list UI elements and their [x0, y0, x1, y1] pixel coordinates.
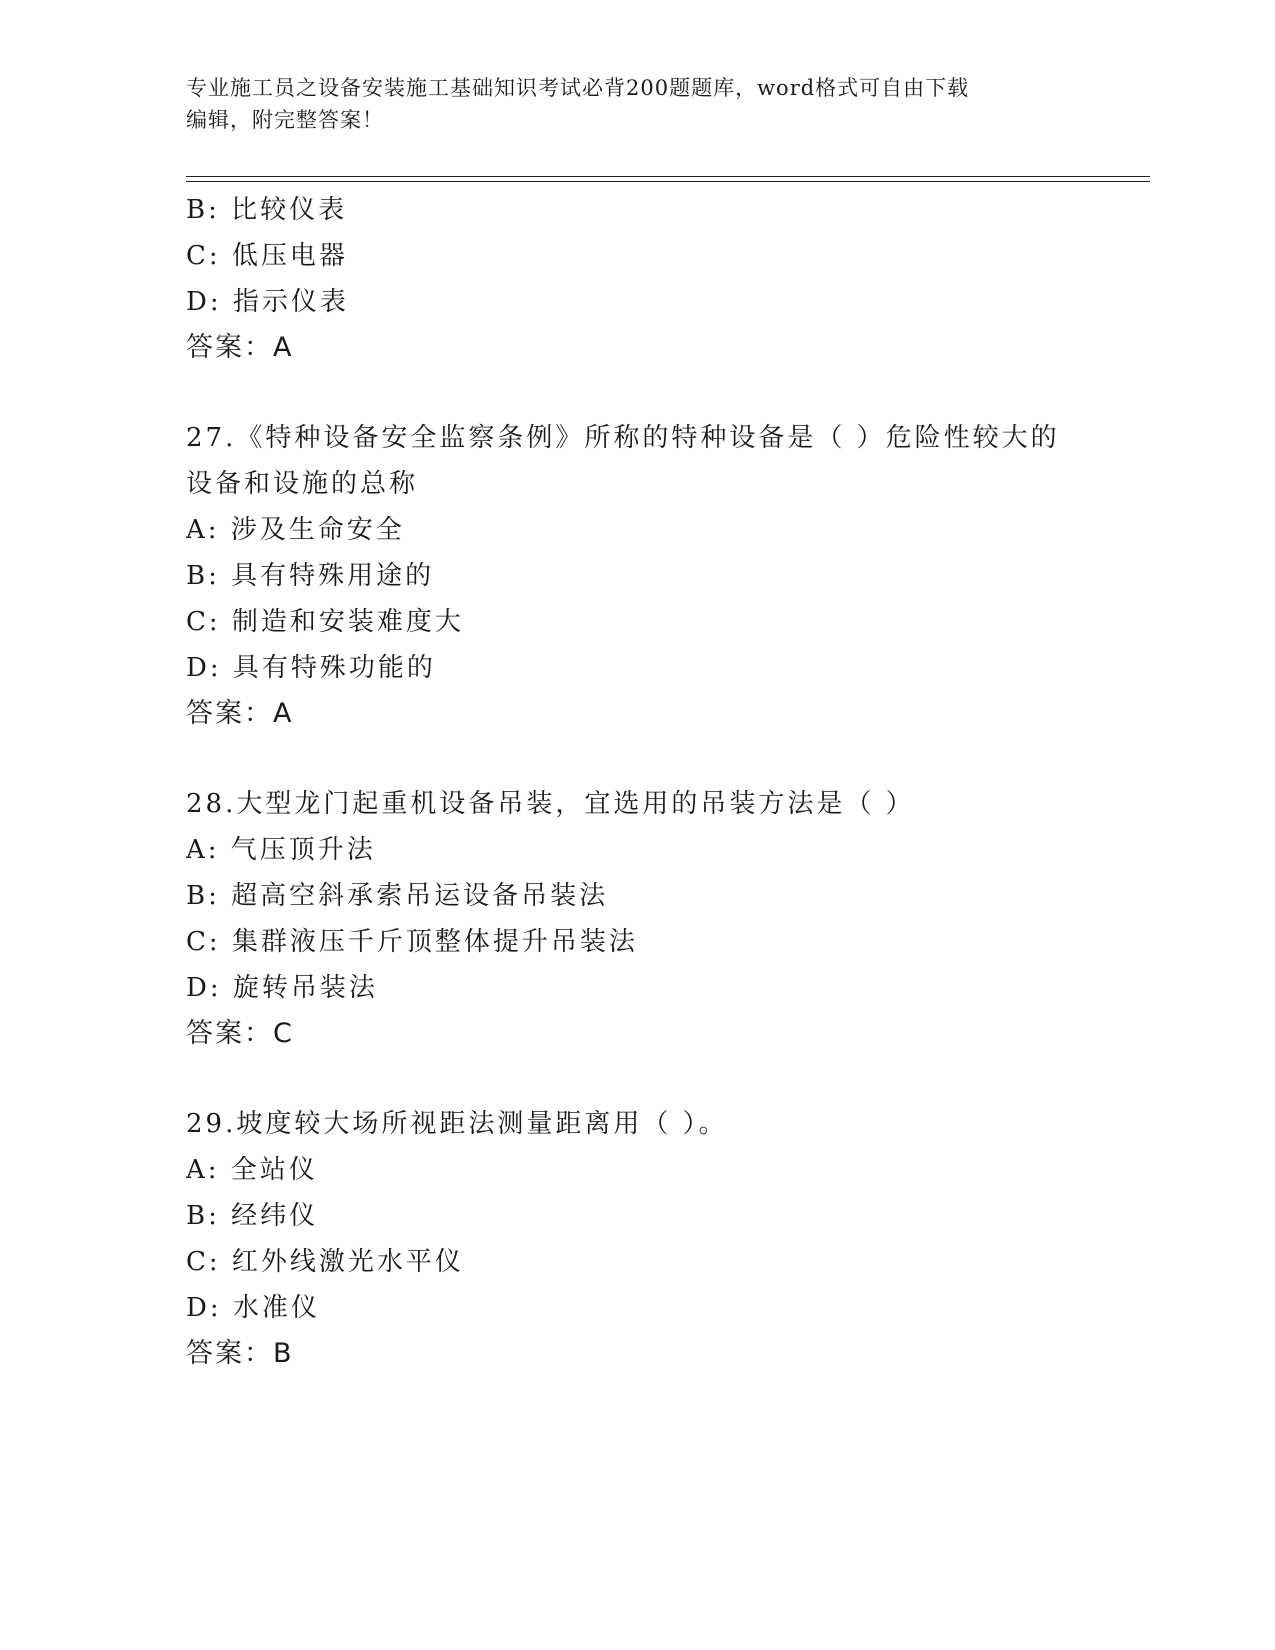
- question-29: [186, 1101, 1146, 1377]
- option-c: C: 集群液压千斤顶整体提升吊装法: [186, 927, 638, 957]
- answer-line: 答案：A: [186, 332, 294, 363]
- document-header: [186, 72, 1086, 136]
- answer-line: 答案：A: [186, 698, 294, 729]
- question-stem: 28.大型龙门起重机设备吊装，宜选用的吊装方法是（ ）: [186, 789, 915, 819]
- option-b: B: 比较仪表: [186, 195, 348, 225]
- option-d: D: 旋转吊装法: [186, 973, 378, 1003]
- option-a: A: 全站仪: [186, 1155, 318, 1185]
- question-stem-continued: 设备和设施的总称: [186, 469, 419, 499]
- header-divider-top: [186, 176, 1150, 177]
- question-stem: 29.坡度较大场所视距法测量距离用（ ）。: [186, 1109, 728, 1139]
- question-28: [186, 781, 1146, 1057]
- header-divider-bottom: [186, 181, 1150, 182]
- question-27: [186, 415, 1146, 737]
- question-stem: 27.《特种设备安全监察条例》所称的特种设备是（ ）危险性较大的: [186, 423, 1060, 453]
- option-d: D: 具有特殊功能的: [186, 653, 436, 683]
- answer-line: 答案：C: [186, 1018, 294, 1049]
- option-a: A: 气压顶升法: [186, 835, 376, 865]
- option-b: B: 超高空斜承索吊运设备吊装法: [186, 881, 609, 911]
- option-d: D: 指示仪表: [186, 287, 349, 317]
- question-26-continued: [186, 187, 1146, 371]
- header-title-line-2: 编辑，附完整答案！: [186, 108, 384, 132]
- question-list: [186, 187, 1146, 1377]
- option-b: B: 具有特殊用途的: [186, 561, 435, 591]
- option-d: D: 水准仪: [186, 1293, 320, 1323]
- option-b: B: 经纬仪: [186, 1201, 319, 1231]
- option-a: A: 涉及生命安全: [186, 515, 405, 545]
- answer-line: 答案：B: [186, 1338, 294, 1369]
- option-c: C: 制造和安装难度大: [186, 607, 464, 637]
- option-c: C: 低压电器: [186, 241, 348, 271]
- header-title-line-1: 专业施工员之设备安装施工基础知识考试必背200题题库，word格式可自由下载: [186, 76, 970, 100]
- option-c: C: 红外线激光水平仪: [186, 1247, 464, 1277]
